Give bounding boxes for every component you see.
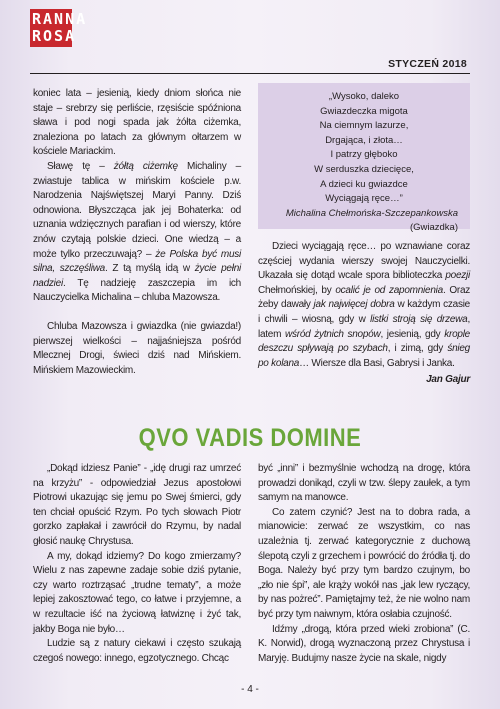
article-column-bottom-right: [258, 462, 470, 666]
poem-line: „Wysoko, daleko: [328, 91, 400, 102]
paragraph: koniec lata – jesienią, kiedy dniom słońca nie staje – srebrzy się perliście, rzęsiście spóźniona sława i pod nogi spada jak żółta ciżemka, znaleziona po latach za głównym ołtarzem w kościele Mariackim.: [33, 88, 241, 158]
paragraph: Dzieci wyciągają ręce… po wznawiane coraz częściej wydania wierszy swojej Nauczycielki. Ukazała się dotąd wcale spora biblioteczka poezji Chełmońskiej, by ocalić je od zapomnienia. Oraz żeby dawały jak najwięcej dobra w każdym czasie i chwili – wiosną, gdy w listki stroją się drzewa, latem wśród żytnich snopów, jesienią, gdy krople deszczu spływają po szybach, i zimą, gdy śnieg po kolana… Wiersze dla Basi, Gabrysi i Janka.: [258, 241, 471, 369]
article-column-top-right: [258, 240, 470, 388]
paragraph: Ludzie są z natury ciekawi i często szukają czegoś nowego: innego, egzotycznego. Chcąc: [33, 638, 241, 664]
poem-line: A dzieci ku gwiazdce: [320, 178, 408, 190]
poem-source: (Gwiazdka): [409, 222, 458, 234]
paragraph: być „inni” i bezmyślnie wchodzą na drogę, która prowadzi donikąd, czyli w tzw. ślepy zaułek, a tym samym na manowce.: [258, 463, 470, 504]
article-column-top-left: [33, 87, 241, 378]
poem-box: [258, 83, 470, 234]
paragraph: Chluba Mazowsza i gwiazdka (nie gwiazda!) pierwszej wielkości – najjaśniejsza pośród Mlecznej Drogi, świeci dziś nad Mińskiem. Mińskiem Mazowieckim.: [33, 320, 241, 376]
poem-line: W serduszka dziecięce,: [314, 163, 414, 175]
article-column-bottom-left: [33, 462, 241, 666]
issue-date: STYCZEŃ 2018: [388, 58, 467, 70]
poem-line: I patrzy głęboko: [330, 149, 398, 161]
poem-line: Wyciągają ręce…”: [325, 193, 403, 205]
poem-line: Drgająca, i złota…: [325, 134, 403, 146]
logo-line-1: RANNA: [32, 10, 88, 28]
paragraph: Idźmy „drogą, która przed wieki zrobiona” (C. K. Norwid), drogą wyznaczoną przez Chrystusa i Maryję. Budujmy nasze życie na skale, nigdy: [258, 623, 470, 664]
paragraph: Co zatem czynić? Jest na to dobra rada, a mianowicie: zerwać ze wszystkim, co nas uzależnia tj. zerwać kategorycznie z duchową ślepotą czyli z grzechem i powrócić do źródła tj. do Boga. Należy być przy tym bardzo czujnym, bo „zło nie śpi”, ale krąży wokół nas „jak lew ryczący, by nas pożreć”. Pamiętajmy też, że nie wolno nam być przy tym naiwnym, która osłabia czujność.: [258, 506, 470, 620]
header-rule: [30, 73, 470, 74]
paragraph: Sławę tę – żółtą ciżemkę Michaliny – zwiastuje tablica w mińskim kościele p.w. Narodzenia Najświętszej Maryi Panny. Dziś odnowiona. Błyszcząca jak jej Bohaterka: od uznania wdzięcznych parafian i od wierszy, które znów czytają polskie dzieci. One wiedzą – a może tylko przeczuwają? – że Polska być musi silna, szczęśliwa. Z tą myślą idą w życie pełni nadziei. Tę nadzieję zaszczepia im ich Nauczycielka Michalina – chluba Mazowsza.: [33, 160, 241, 304]
page-number: - 4 -: [241, 684, 259, 695]
logo-line-2: ROSA: [32, 27, 77, 45]
article-headline: QVO VADIS DOMINE: [138, 423, 362, 452]
poem-line: Gwiazdeczka migota: [320, 105, 408, 117]
poem-author: Michalina Chełmońska-Szczepankowska: [285, 207, 458, 219]
poem-line: Na ciemnym lazurze,: [319, 120, 409, 132]
paragraph: A my, dokąd idziemy? Do kogo zmierzamy? Wielu z nas zapewne zadaje sobie dziś pytanie, czy warto roztrząsać „trudne tematy”, a może lepiej zakosztować tego, co łatwe i przyjemne, a w rezultacie iść na życiową łatwiznę i żyć tak, jakby Boga nie było…: [33, 550, 241, 635]
author-signature: Jan Gajur: [426, 374, 470, 386]
paragraph: „Dokąd idziesz Panie” - „idę drugi raz umrzeć na krzyżu” - odpowiedział Jezus apostołowi Piotrowi ukazując się jemu po Swej śmierci, gdy ten chciał opuścić Rzym. Po tych słowach Piotr gorzko zapłakał i zawrócił do Rzymu, by nadal głosić naukę Chrystusa.: [33, 463, 241, 547]
ranna-rosa-logo: [30, 9, 88, 47]
